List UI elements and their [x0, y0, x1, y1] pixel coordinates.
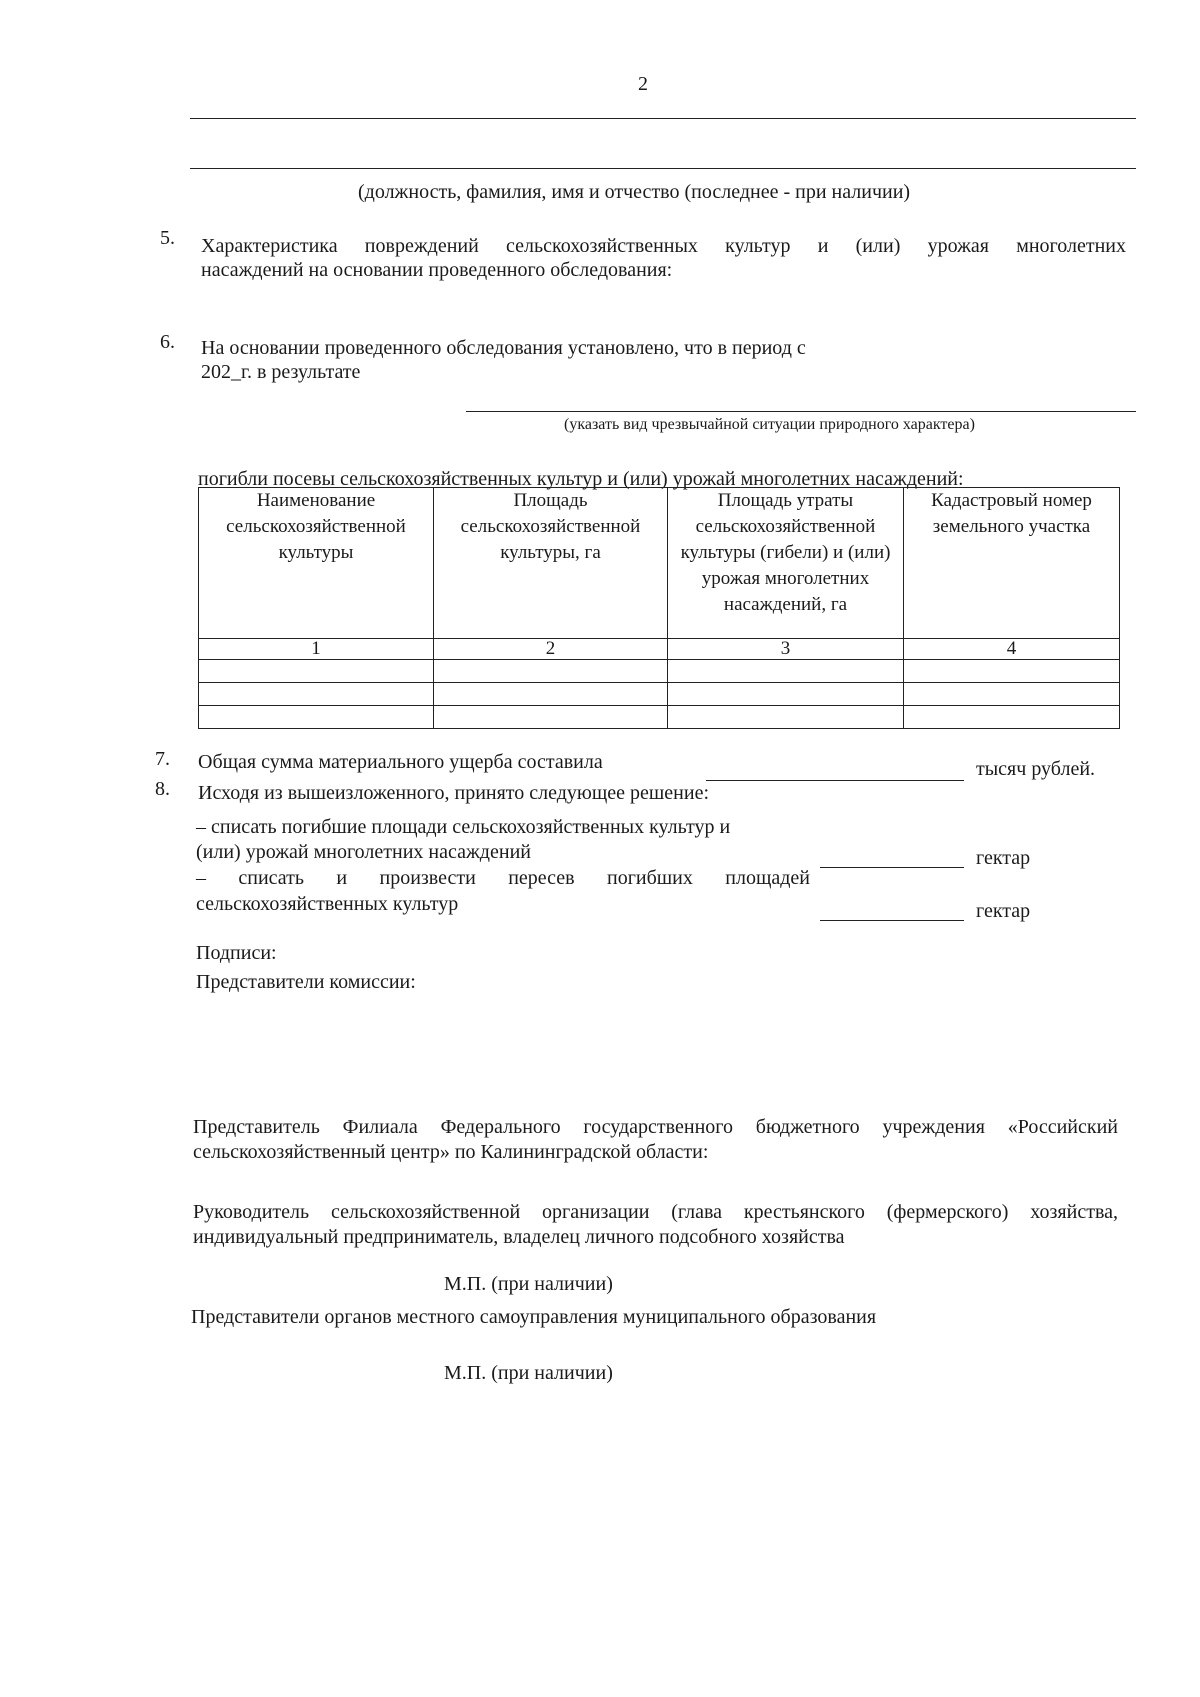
item7-text: Общая сумма материального ущерба составила: [198, 751, 603, 773]
item6-text-line2: 202_г. в результате: [201, 361, 361, 383]
table-cell[interactable]: [434, 706, 668, 729]
branch-representative-line1: Представитель Филиала Федерального государственного бюджетного учреждения «Российский: [193, 1116, 1118, 1138]
official-blank-line-1[interactable]: [190, 118, 1136, 119]
table-cell[interactable]: [904, 706, 1120, 729]
item5-text-line2: насаждений на основании проведенного обследования:: [201, 259, 673, 281]
item7-unit: тысяч рублей.: [976, 758, 1096, 780]
header-crop-name: Наименование сельскохозяйственной культуры: [199, 488, 434, 639]
table-cell[interactable]: [199, 683, 434, 706]
table-number-row: [199, 639, 1120, 660]
header-crop-area: Площадь сельскохозяйственной культуры, га: [434, 488, 668, 639]
item8-number: 8.: [155, 778, 170, 800]
item6-text-line1: На основании проведенного обследования установлено, что в период с: [201, 337, 806, 359]
commission-representatives: Представители комиссии:: [196, 971, 416, 993]
table-row: [199, 706, 1120, 729]
decision-option-1-blank-line[interactable]: [820, 867, 964, 868]
table-header-row: [199, 488, 1120, 639]
decision-option-1-line1: – списать погибшие площади сельскохозяйственных культур и: [196, 816, 731, 838]
farm-head-line2: индивидуальный предприниматель, владелец личного подсобного хозяйства: [193, 1226, 845, 1248]
local-government-representatives: Представители органов местного самоуправления муниципального образования: [191, 1306, 877, 1328]
table-cell[interactable]: [668, 660, 904, 683]
stamp-placeholder-1: М.П. (при наличии): [444, 1273, 613, 1295]
column-number: 4: [904, 639, 1120, 660]
column-number: 1: [199, 639, 434, 660]
damage-table: [198, 487, 1120, 729]
stamp-placeholder-2: М.П. (при наличии): [444, 1362, 613, 1384]
decision-option-2-line1: – списать и произвести пересев погибших площадей: [196, 867, 810, 889]
table-cell[interactable]: [668, 683, 904, 706]
table-row: [199, 683, 1120, 706]
farm-head-line1: Руководитель сельскохозяйственной организации (глава крестьянского (фермерского) хозяйства,: [193, 1201, 1118, 1223]
table-cell[interactable]: [904, 660, 1120, 683]
table-row: [199, 660, 1120, 683]
header-cadastral-number: Кадастровый номер земельного участка: [904, 488, 1120, 639]
decision-option-2-line2: сельскохозяйственных культур: [196, 893, 459, 915]
decision-option-1-unit: гектар: [976, 847, 1031, 869]
table-cell[interactable]: [434, 660, 668, 683]
table-cell[interactable]: [199, 660, 434, 683]
branch-representative-line2: сельскохозяйственный центр» по Калининградской области:: [193, 1141, 709, 1163]
table-cell[interactable]: [434, 683, 668, 706]
item5-number: 5.: [160, 227, 175, 249]
item6-number: 6.: [160, 331, 175, 353]
official-blank-line-2[interactable]: [190, 168, 1136, 169]
decision-option-2-blank-line[interactable]: [820, 920, 964, 921]
damage-sum-blank-line[interactable]: [706, 780, 964, 781]
item5-text-line1: Характеристика повреждений сельскохозяйственных культур и (или) урожая многолетних: [201, 235, 1126, 257]
official-caption: (должность, фамилия, имя и отчество (последнее - при наличии): [358, 181, 911, 203]
column-number: 2: [434, 639, 668, 660]
table-cell[interactable]: [199, 706, 434, 729]
emergency-type-caption: (указать вид чрезвычайной ситуации природного характера): [564, 416, 975, 433]
item7-number: 7.: [155, 748, 170, 770]
signatures-label: Подписи:: [196, 942, 277, 964]
header-loss-area: Площадь утраты сельскохозяйственной культуры (гибели) и (или) урожая многолетних насаждений, га: [668, 488, 904, 639]
decision-option-2-unit: гектар: [976, 900, 1031, 922]
table-cell[interactable]: [904, 683, 1120, 706]
table-intro: погибли посевы сельскохозяйственных культур и (или) урожай многолетних насаждений:: [198, 468, 964, 490]
table-cell[interactable]: [668, 706, 904, 729]
decision-option-1-line2: (или) урожай многолетних насаждений: [196, 841, 531, 863]
column-number: 3: [668, 639, 904, 660]
item8-text: Исходя из вышеизложенного, принято следующее решение:: [198, 782, 710, 804]
page-number: 2: [638, 73, 648, 95]
emergency-type-blank-line[interactable]: [466, 411, 1136, 412]
